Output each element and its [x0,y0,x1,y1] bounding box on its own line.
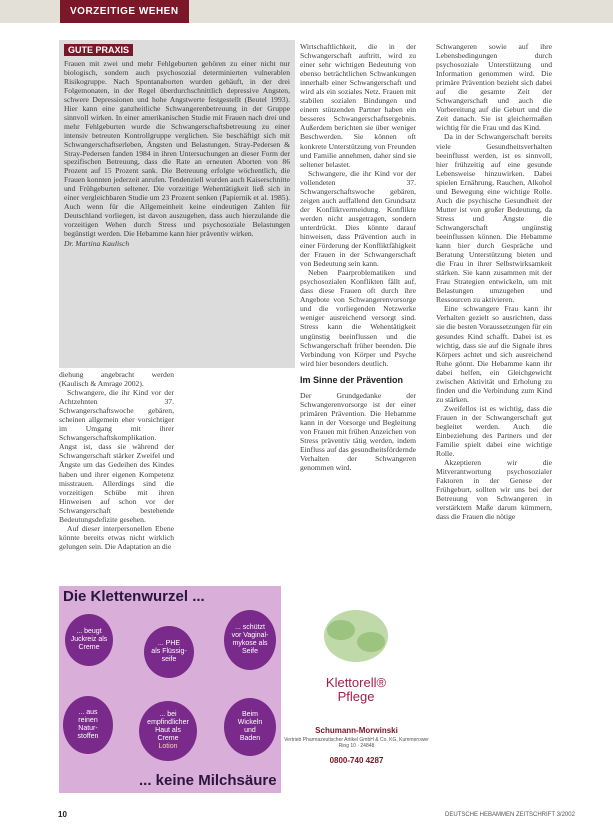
paragraph: Wirtschaftlichkeit, die in der Schwangerschaft auftritt, wird zu einer sehr wichtigen Bedeutung von ebenso beträchtlichen Schwankungen innerhalb einer Schwangerschaft und wird als ein soziales Netz. Frauen mit stabilen sozialen Bindungen und einem stützenden Partner haben ein besseres Schwangerschaftsergebnis. Außerdem berichten sie über weniger Beschwerden. Sie können oft konkrete Unterstützung von Freunden und Familie annehmen, daher sind sie seltener belastet. [300,42,416,169]
ad-bubble: ... schützt vor Vaginal- mykose als Seife [224,610,276,670]
ad-bubble: ... beugt Juckreiz als Creme [65,614,113,666]
paragraph: Neben Paarproblematiken und psychosozialen Konflikten fällt auf, dass diese Frauen oft durch ihre Angebote von Schwangerenvorsorge und die vorliegenden Netzwerke weniger ausreichend versorgt sind. Stress kann die Wehentätigkeit ungünstig beeinflussen und die Schwangerschaft früher beenden. Die Verbindung von Körper und Psyche wird hier besonders deutlich. [300,268,416,368]
company-address: Vertrieb Pharmazeutischer Artikel GmbH & Co. KG, Kummerower Ring 10 · 24848 [284,737,429,749]
paragraph: Da in der Schwangerschaft bereits viele Gesundheitsverhalten beeinflusst werden, ist es sinnvoll, hier frühzeitig auf eine gesunde Lebensweise hinzuwirken. Dabei spielen Ernährung, Rauchen, Alkohol und Bewegung eine wichtige Rolle. Auch die psychische Gesundheit der Mutter ist von großer Bedeutung, da Stress und Ängste die Schwangerschaft ungünstig beeinflussen können. Die Hebamme kann hier durch Gespräche und Beratung Unterstützung bieten und die Frau in ihrer Selbstwirksamkeit stärken. Sie kann zusammen mit der Frau Strategien entwickeln, um mit Belastungen umzugehen und Ressourcen zu aktivieren. [436,132,552,305]
paragraph: Akzeptieren wir die Mitverantwortung psychosozialer Faktoren in der Genese der Frühgeburt, sollten wir uns bei der Betreuung von Schwangeren in verstärktem Maße darum kümmern, dass die Frauen die nötige [436,458,552,522]
subheading: Im Sinne der Prävention [300,374,404,385]
footer-publication: DEUTSCHE HEBAMMEN ZEITSCHRIFT 3/2002 [445,812,575,818]
paragraph: Schwangere, die ihr Kind vor der vollendeten 37. Schwangerschaftswoche gebären, zeigen auch auffallend den Grundsatz der Konfliktvermeidung. Konflikte werden nicht ausgetragen, sondern unterdrückt. Dies könnte darauf hinweisen, dass Prävention auch in einer Förderung der Konfliktfähigkeit der Frauen in der Schwangerschaft von Bedeutung sein kann. [300,168,416,269]
box-author: Dr. Martina Kaulisch [64,239,130,249]
paragraph: Auf dieser interpersonellen Ebene könnte bereits etwas nicht wirklich gelungen sein. Die Adaptation an die [59,523,174,551]
box-label: GUTE PRAXIS [64,44,133,56]
paragraph: Eine schwangere Frau kann ihr Verhalten gezielt so ausrichten, dass sie die besten Voraussetzungen für ein gesundes Kind schafft. Dabei ist es wichtig, dass sie auf die Signale ihres Körpers achtet und sich ausreichend Ruhe gönnt. Die Hebamme kann ihr dabei helfen, ein Gleichgewicht zwischen Aktivität und Erholung zu finden und die Verbindung zum Kind zu stärken. [436,304,552,404]
column-right [436,42,552,804]
ad-bubble: ... aus reinen Natur- stoffen [63,696,113,754]
ad-bubble: ... PHE als Flüssig- seife [144,626,194,678]
column-left [59,370,174,584]
ad-title: Die Klettenwurzel ... [63,588,205,605]
advertisement [59,586,432,793]
brand-name: Klettorell® Pflege [325,675,387,704]
page-number: 10 [58,810,67,819]
ad-bubble: Beim Wickeln und Baden [224,698,276,756]
paragraph: Zweifellos ist es wichtig, dass die Frauen in der Schwangerschaft gut begleitet werden. Auch die Einbeziehung des Partners und der Familie spielt dabei eine wichtige Rolle. [436,403,552,459]
company-phone: 0800-740 4287 [329,756,384,765]
section-title: VORZEITIGE WEHEN [60,0,189,23]
ad-tagline: ... keine Milchsäure [139,772,277,789]
paragraph: Der Grundgedanke der Schwangerenvorsorge ist der einer primären Prävention. Die Hebamme kann in der Vorsorge und Begleitung von Frauen mit frühen Anzeichen von Stress präventiv tätig werden, indem Einfluss auf das gesundheitsfördernde Verhalten der Schwangeren genommen wird. [300,390,416,473]
company-name: Schumann-Morwinski [315,726,398,735]
paragraph: Schwangeren sowie auf ihre Lebensbedingungen durch psychosoziale Unterstützung und Information genommen wird. Die primäre Prävention bezieht sich dabei auf die gesamte Zeit der Schwangerschaft und auch die Vorbereitung auf die Geburt und die Zeit danach. Sie ist gleichermaßen wichtig für die Frau und das Kind. [436,42,552,133]
box-text [64,60,290,249]
ad-bubble: ... bei empfindlicher Haut als Creme Lotion [139,701,197,761]
burdock-leaf-icon [281,586,432,676]
paragraph: diehung angebracht werden (Kaulisch & Amrage 2002). [59,370,174,389]
box-body: Frauen mit zwei und mehr Fehlgeburten gehören zu einer nicht nur biologisch, sondern auch psychosozial determinierten vulnerablen Risikogruppe. Nach Spontanaborten wurden gehäuft, in der drei Folgemonaten, in der Regel überdurchschnittlich depressive Angsten, schwere Depressionen und hohe Angstwerte festgestellt (Beutel 1993). Hier kann eine ganzheitliche Schwangerenbetreuung in der Gruppe sinnvoll wirken. In einer amerikanischen Studie mit Frauen nach drei und mehr Fehlgeburten wurde die Schwangerschaftsbetreuung zu einer intensiv betreuten Kontrollgruppe verglichen. Sie beschäftigt sich mit Schwangerschaftserleben, Ängsten und Belastungen. Stray-Pedersen & Stray-Pedersen fanden 1984 in ihren Untersuchungen an dieser Form der spezifischen Betreuung, dass die Rate an erneuten Aborten von 86 Prozent auf 15 Prozent sank. Die Betreuung erfolgte wöchentlich, die Frauen konnten jederzeit anrufen. Tendenziell wurden auch Kaiserschnitte und Frühgeburten seltener. Die vorzeitige Wehentätigkeit ließ sich in einer vergleichbaren Studie um 23 Prozent senken (Papiernik et al. 1985). Auch wenn für die Allgemeinheit keine eindeutigen Zahlen für Deutschland vorliegen, ist davon auszugehen, dass auch hierzulande die vorzeitigen Wehen durch Stress und psychosoziale Belastungen begünstigt werden. Die Hebamme kann hier präventiv wirken. [64,59,290,239]
column-middle [300,42,416,582]
logo-panel [281,586,432,793]
paragraph: Schwangere, die ihr Kind vor der Achtzehnten 37. Schwangerschaftswoche gebären, scheinen allgemein eher vorsichtiger im Umgang mit ihrer Schwangerschaftskomplikation. Angst ist, dass sie während der Schwangerschaft stärker Zweifel und Ängste um das Gedeihen des Kindes haben und ihrer eigenen Kompetenz misstrauen. Allerdings sind die vorzeitigen Schübe mit ihren Hinweisen auf schon vor der Schwangerschaft bestehende Bedeutungsdefizite gesehen. [59,388,174,524]
